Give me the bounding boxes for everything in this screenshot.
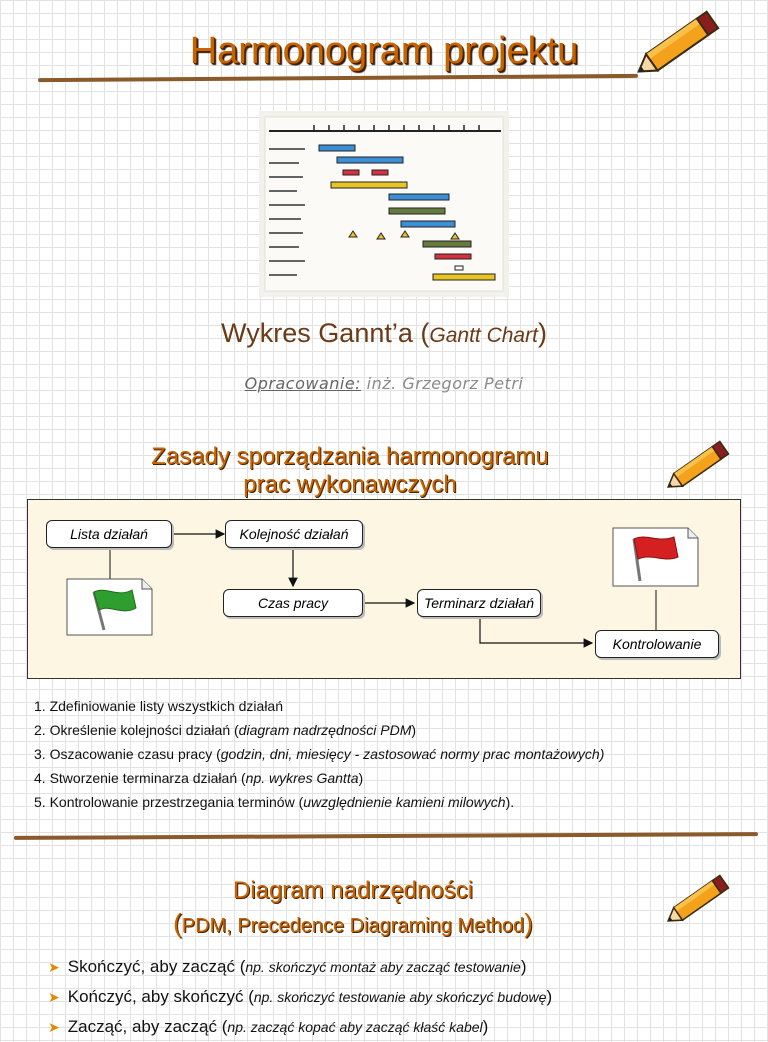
step-number: 5. — [34, 794, 50, 810]
step-text: Stworzenie terminarza działań ( — [49, 770, 246, 786]
step-italic: np. wykres Gantta — [245, 770, 359, 786]
green-flag-icon — [66, 578, 154, 636]
bullet-text: Kończyć, aby skończyć ( — [67, 987, 254, 1006]
node-list: Lista działań — [46, 520, 172, 548]
pencil-icon — [660, 868, 736, 932]
caption-italic: Gantt Chart — [429, 324, 538, 347]
step-italic: diagram nadrzędności PDM — [238, 722, 412, 738]
step-tail: ) — [358, 770, 364, 786]
pencil-icon — [628, 6, 728, 82]
gantt-chart-illustration — [259, 111, 509, 297]
list-item — [48, 952, 552, 982]
author-line — [0, 374, 768, 393]
step-number: 4. — [34, 770, 50, 786]
page-title: Harmonogram projektu — [189, 30, 579, 72]
step-number: 2. — [34, 722, 50, 738]
step-item — [34, 742, 604, 766]
list-item — [48, 1012, 552, 1042]
steps-list — [34, 694, 604, 814]
section-heading-rules — [0, 443, 700, 499]
bullet-italic: np. zacząć kopać aby zacząć kłaść kabel — [227, 1019, 483, 1035]
pdm-heading-line2: PDM, Precedence Diagraming Method — [181, 915, 525, 937]
list-item — [48, 982, 552, 1012]
section-heading-line1: Zasady sporządzania harmonogramu — [151, 443, 549, 470]
step-item — [34, 790, 604, 814]
title-underline — [38, 74, 638, 82]
gantt-caption — [0, 318, 768, 349]
dependency-types-list — [48, 952, 552, 1042]
red-flag-icon — [612, 527, 700, 587]
author-name: inż. Grzegorz Petri — [361, 374, 524, 393]
step-italic: uwzględnienie kamieni milowych — [303, 794, 506, 810]
step-italic: godzin, dni, miesięcy - zastosować normy prac montażowych) — [220, 746, 605, 762]
pdm-heading-line1: Diagram nadrzędności — [232, 877, 474, 904]
caption-main: Wykres Gannt’a ( — [221, 318, 430, 348]
step-text: Oszacowanie czasu pracy ( — [49, 746, 221, 762]
bullet-text: Skończyć, aby zacząć ( — [67, 957, 246, 976]
bullet-tail: ) — [520, 957, 527, 976]
step-number: 1. — [34, 698, 50, 714]
node-schedule: Terminarz działań — [417, 589, 541, 617]
bullet-tail: ) — [546, 987, 553, 1006]
step-item — [34, 718, 604, 742]
section-heading-line2: prac wykonawczych — [243, 471, 457, 498]
step-tail: ) — [411, 722, 417, 738]
step-tail: ). — [505, 794, 515, 810]
step-item — [34, 766, 604, 790]
bullet-italic: np. skończyć montaż aby zacząć testowanie — [245, 959, 521, 975]
node-time: Czas pracy — [223, 589, 363, 617]
step-number: 3. — [34, 746, 50, 762]
pencil-icon — [660, 434, 736, 498]
arrow-bullet-icon: ➤ — [48, 959, 60, 975]
author-label: Opracowanie: — [244, 374, 362, 393]
step-text: Kontrolowanie przestrzegania terminów ( — [49, 794, 304, 810]
arrow-bullet-icon: ➤ — [48, 1019, 60, 1035]
arrow-bullet-icon: ➤ — [48, 989, 60, 1005]
bullet-italic: np. skończyć testowanie aby skończyć budowę — [253, 989, 547, 1005]
step-item — [34, 694, 604, 718]
step-text: Określenie kolejności działań ( — [49, 722, 239, 738]
bullet-text: Zacząć, aby zacząć ( — [67, 1017, 228, 1036]
step-text: Zdefiniowanie listy wszystkich działań — [49, 698, 284, 714]
process-flow-diagram — [27, 499, 741, 679]
node-order: Kolejność działań — [225, 520, 363, 548]
section-divider — [14, 832, 758, 840]
node-control: Kontrolowanie — [595, 630, 719, 658]
bullet-tail: ) — [482, 1017, 489, 1036]
caption-close: ) — [537, 318, 547, 348]
section-heading-pdm: Diagram nadrzędności (PDM, Precedence Diagraming Method) — [0, 875, 706, 942]
